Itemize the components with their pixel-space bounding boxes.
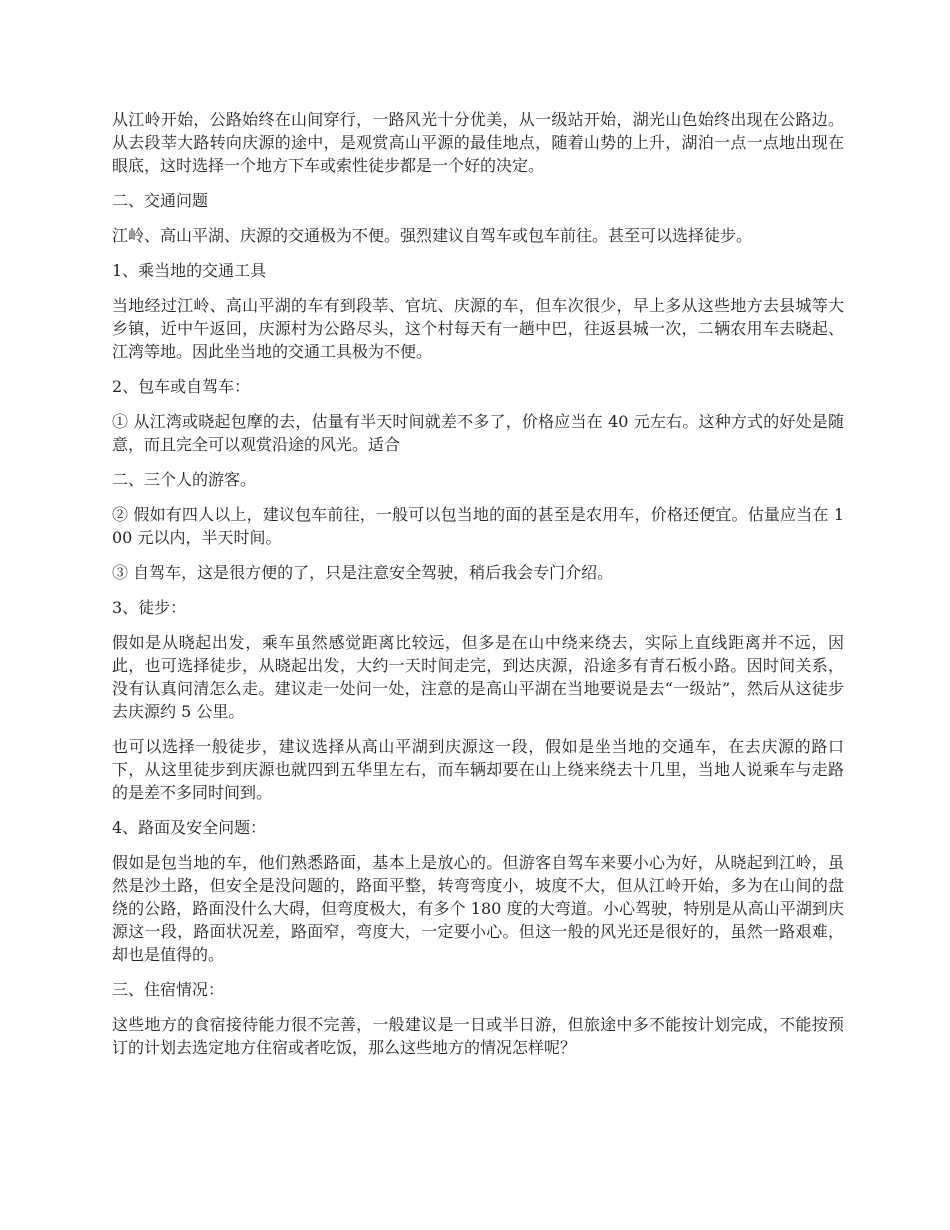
paragraph-charter-1: ① 从江湾或晓起包摩的去，估量有半天时间就差不多了，价格应当在 40 元左右。这种方式的好处是随意，而且完全可以观赏沿途的风光。适合 <box>112 412 844 454</box>
heading-road-safety: 4、路面及安全问题： <box>112 818 267 837</box>
heading-charter: 2、包车或自驾车： <box>112 377 251 396</box>
paragraph-charter-2: ② 假如有四人以上，建议包车前往，一般可以包当地的面的甚至是农用车，价格还便宜。估量应当在 100 元以内，半天时间。 <box>112 505 844 547</box>
paragraph-intro: 从江岭开始，公路始终在山间穿行，一路风光十分优美，从一级站开始，湖光山色始终出现在公路边。从去段莘大路转向庆源的途中，是观赏高山平源的最佳地点，随着山势的上升，湖泊一点一点地出现在眼底，这时选择一个地方下车或索性徒步都是一个好的决定。 <box>112 110 844 175</box>
paragraph-traffic: 江岭、高山平湖、庆源的交通极为不便。强烈建议自驾车或包车前往。甚至可以选择徒步。 <box>112 226 753 245</box>
paragraph-lodging: 这些地方的食宿接待能力很不完善，一般建议是一日或半日游，但旅途中多不能按计划完成，不能按预订的计划去选定地方住宿或者吃饭，那么这些地方的情况怎样呢？ <box>112 1015 844 1057</box>
heading-lodging: 三、住宿情况： <box>112 980 225 999</box>
heading-traffic: 二、交通问题 <box>112 191 209 210</box>
paragraph-charter-3: ③ 自驾车，这是很方便的了，只是注意安全驾驶，稍后我会专门介绍。 <box>112 563 614 582</box>
document-page <box>112 108 844 1071</box>
heading-local-transport: 1、乘当地的交通工具 <box>112 261 267 280</box>
heading-three-people: 二、三个人的游客。 <box>112 470 257 489</box>
heading-hiking: 3、徒步： <box>112 598 187 617</box>
paragraph-road-safety: 假如是包当地的车，他们熟悉路面，基本上是放心的。但游客自驾车来要小心为好，从晓起到江岭，虽然是沙土路，但安全是没问题的，路面平整，转弯弯度小，坡度不大，但从江岭开始，多为在山间的盘绕的公路，路面没什么大碍，但弯度极大，有多个 180 度的大弯道。小心驾驶，特别是从高山平湖到庆源这一段，路面状况差，路面窄，弯度大，一定要小心。但这一般的风光还是很好的，虽然一路艰难，却也是值得的。 <box>112 853 844 964</box>
paragraph-hiking-2: 也可以选择一般徒步，建议选择从高山平湖到庆源这一段，假如是坐当地的交通车，在去庆源的路口下，从这里徒步到庆源也就四到五华里左右，而车辆却要在山上绕来绕去十几里，当地人说乘车与走路的是差不多同时间到。 <box>112 737 844 802</box>
paragraph-hiking-1: 假如是从晓起出发，乘车虽然感觉距离比较远，但多是在山中绕来绕去，实际上直线距离并不远，因此，也可选择徒步，从晓起出发，大约一天时间走完，到达庆源，沿途多有青石板小路。因时间关系，没有认真问清怎么走。建议走一处问一处，注意的是高山平湖在当地要说是去“一级站”，然后从这徒步去庆源约 5 公里。 <box>112 633 844 721</box>
paragraph-local-transport: 当地经过江岭、高山平湖的车有到段莘、官坑、庆源的车，但车次很少，早上多从这些地方去县城等大乡镇，近中午返回，庆源村为公路尽头，这个村每天有一趟中巴，往返县城一次，二辆农用车去晓起、江湾等地。因此坐当地的交通工具极为不便。 <box>112 296 844 361</box>
